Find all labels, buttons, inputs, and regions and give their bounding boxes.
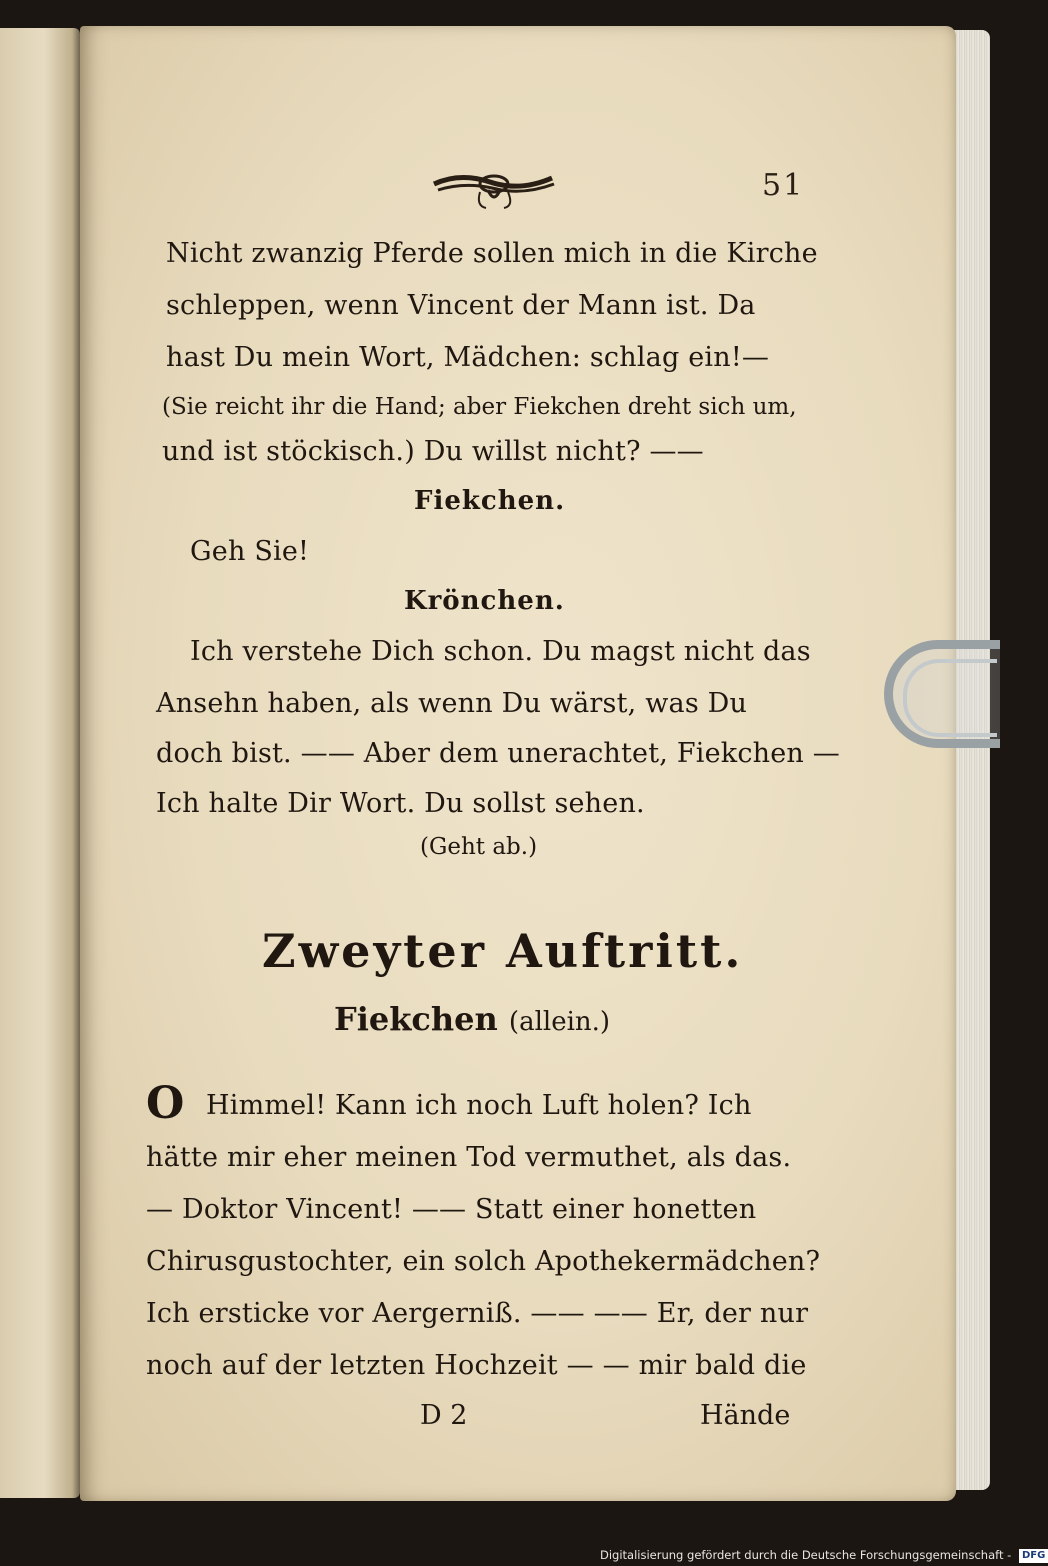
dfg-logo: DFG [1019, 1549, 1048, 1563]
speech-line: Ich halte Dir Wort. Du sollst sehen. [156, 788, 645, 819]
scene-speaker-aside: (allein.) [508, 1007, 611, 1037]
monologue-line: — Doktor Vincent! —— Statt einer honetten [146, 1194, 757, 1225]
monologue-line: Himmel! Kann ich noch Luft holen? Ich [206, 1090, 752, 1121]
signature-mark: D 2 [420, 1400, 468, 1431]
text-line: hast Du mein Wort, Mädchen: schlag ein!— [166, 342, 770, 373]
left-page-edge [0, 28, 80, 1498]
monologue-line: noch auf der letzten Hochzeit — — mir bald die [146, 1350, 807, 1381]
speaker-name: Fiekchen. [414, 486, 566, 516]
speaker-name: Krönchen. [404, 586, 565, 616]
credit-bar [600, 1544, 1046, 1566]
scene-speaker-name: Fiekchen [334, 1000, 498, 1038]
text-line: und ist stöckisch.) Du willst nicht? —— [162, 436, 704, 467]
text-line: schleppen, wenn Vincent der Mann ist. Da [166, 290, 756, 321]
drop-cap: O [146, 1078, 185, 1129]
speech-line: Ansehn haben, als wenn Du wärst, was Du [156, 688, 748, 719]
ornament-icon [430, 162, 560, 212]
catchword: Hände [700, 1400, 791, 1431]
paper-clip [884, 640, 1000, 748]
monologue-line: Ich ersticke vor Aergerniß. —— —— Er, der nur [146, 1298, 809, 1329]
stage-direction: (Geht ab.) [420, 834, 538, 860]
scene-speaker [334, 1000, 610, 1038]
monologue-line: Chirusgustochter, ein solch Apothekermädchen? [146, 1246, 821, 1277]
page-number: 51 [762, 168, 805, 203]
speech-line: Geh Sie! [190, 536, 310, 567]
stage-direction-line: (Sie reicht ihr die Hand; aber Fiekchen dreht sich um, [162, 394, 797, 420]
monologue-line: hätte mir eher meinen Tod vermuthet, als das. [146, 1142, 792, 1173]
speech-line: Ich verstehe Dich schon. Du magst nicht das [190, 636, 811, 667]
credit-text: Digitalisierung gefördert durch die Deutsche Forschungsgemeinschaft - [600, 1548, 1012, 1562]
scene-heading: Zweyter Auftritt. [262, 924, 744, 978]
text-line: Nicht zwanzig Pferde sollen mich in die Kirche [166, 238, 818, 269]
speech-line: doch bist. —— Aber dem unerachtet, Fiekchen — [156, 738, 840, 769]
